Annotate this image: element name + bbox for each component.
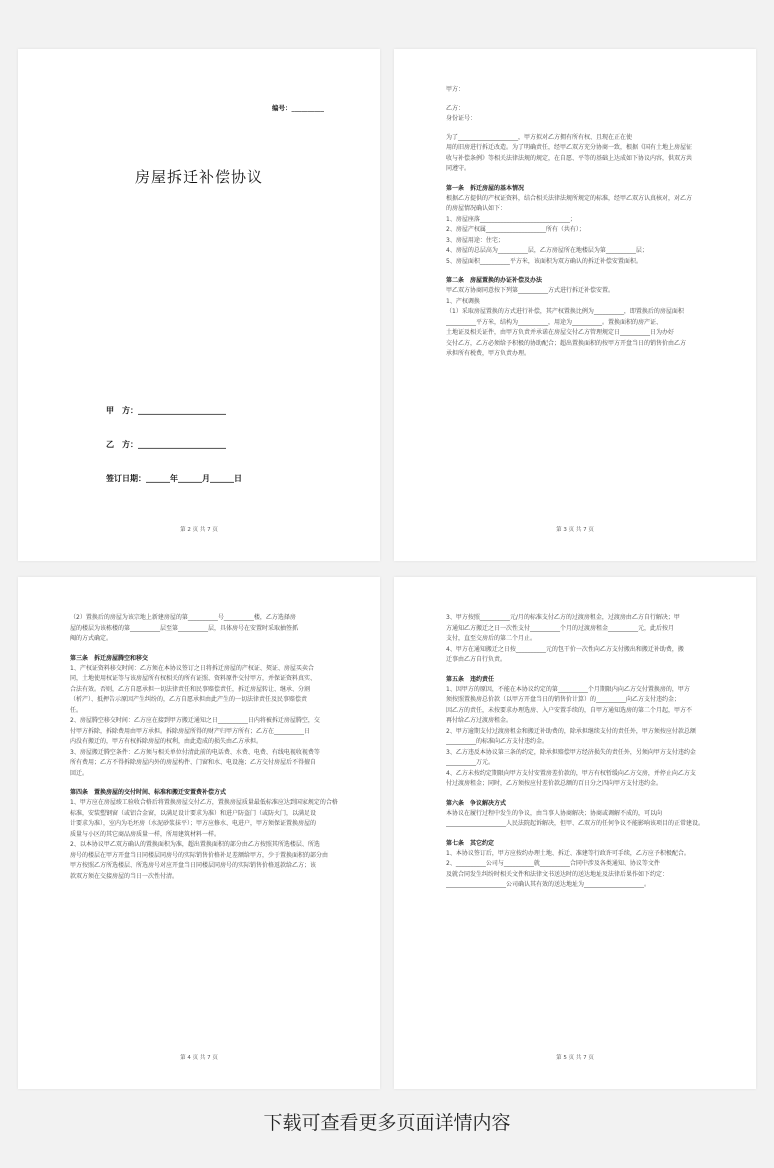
- text-line: 的房屋情况确认如下：: [446, 205, 507, 212]
- page-footer: 第 2 页 共 7 页: [180, 527, 218, 533]
- section-heading: 第六条 争议解决方式: [446, 799, 507, 807]
- text-line: 屋的楼层为该栋楼的第__________层至第__________层，具体房号在安置时采取抽签抓: [70, 624, 299, 632]
- text-line: 方通知乙方搬迁之日一次性支付__________个月的过渡房租金__________元，此后按月: [446, 624, 675, 632]
- text-line: 本协议在履行过程中发生的争议，由当事人协商解决；协商或调解不成的，可以向: [446, 809, 663, 817]
- paragraph-gap: [446, 267, 716, 275]
- text-line: 付过渡房租金；同时，乙方须按应付差价款总额的百日分之四向甲方支付违约金。: [446, 780, 663, 787]
- text-line: 合法有效。否则，乙方自愿承担一切法律责任和民事赔偿责任，拆迁房屋转让、继承、分割: [70, 685, 311, 693]
- text-line: 计要求为准），室内为毛坯房（水泥砂浆抹平）；甲方应修水、电进户，甲方须保证置换房屋的: [70, 820, 317, 827]
- text-line: 回迁。: [70, 769, 89, 777]
- text-line: 支付，直至交房后的第二个月止。: [446, 635, 537, 642]
- text-line: 3、房屋用途：住宅；: [446, 236, 504, 244]
- text-line: 所有费用；乙方不得拆除房屋内外的房屋构件、门窗和水、电设施；乙方交付房屋后不得擅自: [70, 759, 317, 766]
- text-line: 内没有搬迁的，甲方有权拆除房屋的权利，由此造成的损失由乙方承担。: [70, 738, 263, 745]
- text-line: 标准，安装塑钢窗（或铝合金窗，以满足设计要求为准）和进户防盗门（或防火门，以满足设: [70, 809, 317, 817]
- text-line: 1、本协议签订后，甲方应按约办理土地、拆迁、准建等行政许可手续，乙方应予积极配合。: [446, 849, 690, 857]
- text-line: __________万元。: [446, 759, 495, 766]
- section-heading: 第二条 房屋置换的办证补偿及办法: [446, 277, 543, 284]
- paragraph-gap: [70, 779, 340, 787]
- paragraph-gap: [446, 96, 716, 104]
- text-line: 2、甲方逾期支付过渡房租金和搬迁补助费的，除承担继续支付的责任外，甲方须按应付款总额: [446, 727, 696, 735]
- text-line: 用的旧房进行拆迁改造。为了明确责任，经甲乙双方充分协商一致，根据《国有土地上房屋征: [446, 144, 693, 151]
- text-line: （析产）、抵押告示原因产生纠纷的，乙方自愿承担由此产生的一切法律责任及民事赔偿责: [70, 696, 308, 703]
- section-heading: 第四条 置换房屋的交付时间、标准和搬迁安置费补偿方式: [70, 789, 227, 796]
- text-line: 任。: [70, 706, 83, 714]
- text-line: 付甲方拆除，拆除费用由甲方承担。拆除房屋所得的财产归甲方所有；乙方在__________日: [70, 727, 311, 735]
- document-page-4: [18, 577, 380, 1089]
- text-line: 根据乙方提供的产权证资料，结合相关法律法规所规定的标准，经甲乙双方认真核对，对乙方: [446, 194, 693, 202]
- sign-date-field: 签订日期：______年______月______日: [106, 474, 242, 483]
- paragraph-gap: [446, 125, 716, 133]
- text-line: 2、__________公司与__________就__________合同中涉及各类通知、协议等文件: [446, 860, 660, 867]
- download-caption: 下载可查看更多页面详情内容: [263, 1112, 511, 1134]
- page-body: [446, 85, 716, 360]
- text-line: 2、房屋腾空移交时间：乙方应在接到甲方搬迁通知之日__________日内将被拆迁房屋腾空，交: [70, 717, 320, 724]
- party-a-field: 甲 方：______________________: [106, 406, 226, 415]
- text-line: __________平方米，结构为__________，用途为__________。置换面积的房产证、: [446, 318, 663, 326]
- text-line: 4、乙方未按约定期限向甲方支付安置房差价款的，甲方有权暂缓向乙方交房，并停止向乙方支: [446, 769, 696, 777]
- text-line: 同遵守。: [446, 165, 471, 172]
- text-line: 为了____________________，甲方拟对乙方拥有所有权、且现在正在使: [446, 133, 633, 141]
- text-line: 房号的楼层在甲方开盘当日同楼层同房号的实际销售价格补足差额给甲方，少于置换面积的部分由: [70, 851, 329, 859]
- text-line: 1、房屋座落______________________________；: [446, 215, 576, 223]
- section-heading: 第五条 违约责任: [446, 675, 495, 683]
- text-line: 1、产权证资料移交时间：乙方须在本协议签订之日将拆迁房屋的产权证、契证、房屋买卖合: [70, 664, 314, 672]
- paragraph-gap: [446, 666, 716, 674]
- text-line: __________的标准向乙方支付违约金。: [446, 738, 549, 745]
- text-line: 5、房屋面积__________平方米，该面积为双方确认的拆迁补偿安置面积。: [446, 257, 642, 265]
- text-line: 甲乙双方协商同意按下列第__________方式进行拆迁补偿安置。: [446, 287, 615, 294]
- paragraph-gap: [446, 790, 716, 798]
- text-line: 1、产权调换: [446, 297, 480, 305]
- page-body: [446, 613, 716, 891]
- text-line: 乙方：: [446, 104, 465, 112]
- section-heading: 第一条 拆迁房屋的基本情况: [446, 184, 525, 192]
- paragraph-gap: [446, 830, 716, 838]
- text-line: 土地证及相关证件，由甲方负责并承诺在房屋交付乙方管理规定日__________日为办好: [446, 329, 675, 336]
- page-footer: 第 3 页 共 7 页: [556, 527, 594, 533]
- text-line: 4、房屋的总层高为__________层，乙方房屋所在地楼层为第__________层；: [446, 247, 648, 254]
- text-line: （2）置换后的房屋为该宗地上新建房屋的第__________号__________楼，乙方选择房: [70, 614, 296, 621]
- text-line: 2、以本协议甲乙双方确认的置换面积为准，超出置换面积的部分由乙方按照其所选楼层、所选: [70, 841, 320, 848]
- document-page-5: [394, 577, 756, 1089]
- text-line: （1）采取房屋置换的方式进行补偿，其产权置换比例为__________，即置换后的房屋面积: [446, 308, 684, 315]
- text-line: 及就合同发生纠纷时相关文件和法律文书送达时的送达地址及法律后果作如下约定：: [446, 870, 669, 878]
- text-line: 3、房屋搬迁腾空条件：乙方须与相关单位付清此前的电话费、水费、电费、有线电视收视费等: [70, 748, 320, 756]
- text-line: 交付乙方，乙方必须给予积极的协助配合；超出置换面积的按甲方开盘当日的销售价由乙方: [446, 339, 687, 347]
- text-line: 3、甲方按照__________元/月的标准支付乙方的过渡房租金，过渡房由乙方自行解决；甲: [446, 614, 680, 621]
- text-line: 因乙方的责任，未按要求办理选房、入户安置手续的，自甲方通知选房的第二个月起，甲方不: [446, 706, 693, 714]
- text-line: 1、因甲方的原因，不能在本协议约定的第__________个月期限内向乙方交付置换房的，甲方: [446, 685, 690, 693]
- party-b-field: 乙 方：______________________: [106, 440, 226, 449]
- page-footer: 第 5 页 共 7 页: [556, 1055, 594, 1061]
- section-heading: 第三条 拆迁房屋腾空和移交: [70, 654, 149, 662]
- text-line: 再付给乙方过渡房租金。: [446, 717, 513, 724]
- agreement-title: 房屋拆迁补偿协议: [134, 168, 263, 186]
- text-line: 身份证号：: [446, 115, 477, 122]
- text-line: 迁事由乙方自行负责。: [446, 656, 507, 663]
- text-line: 须按照置换房总价款（以甲方开盘当日的销售价计算）的__________向乙方支付违约金；: [446, 696, 681, 703]
- page-body: [70, 613, 340, 882]
- text-line: 收与补偿条例》等相关法律法规的规定，在自愿、平等的基础上达成如下协议内容，供双方共: [446, 154, 693, 162]
- text-line: 同，土地使用权证等与该房屋所有权相关的所有证照、资料原件交付甲方，并保证资料真实、: [70, 675, 317, 682]
- text-line: 款双方须在交接房屋的当日一次性付清。: [70, 872, 179, 880]
- paragraph-gap: [70, 645, 340, 653]
- text-line: 3、乙方违反本协议第三条的约定，除承担赔偿甲方经济损失的责任外，另须向甲方支付违约金: [446, 748, 696, 756]
- document-page-3: [394, 49, 756, 561]
- text-line: 阄的方式确定。: [70, 635, 113, 642]
- text-line: 甲方：: [446, 86, 465, 93]
- text-line: 2、房屋产权属____________________所有（共有）；: [446, 226, 585, 233]
- text-line: 承担所有税费，甲方负责办理。: [446, 350, 531, 357]
- document-page-cover: [18, 49, 380, 561]
- text-line: 4、甲方在通知搬迁之日按__________元的包干价一次性向乙方支付搬出和搬迁补助费，搬: [446, 645, 684, 653]
- text-line: 质量与小区的其它商品房质量一样，所用建筑材料一样。: [70, 830, 221, 838]
- text-line: 1、甲方应在房屋竣工验收合格后将置换房屋交付乙方，置换房屋质量最低标准应达到国家规定的合格: [70, 799, 338, 806]
- text-line: ____________________人民法院起诉解决，但甲、乙双方的任何争议不能影响该项目的正常建设。: [446, 820, 705, 827]
- paragraph-gap: [446, 175, 716, 183]
- text-line: 甲方按照乙方所选楼层、所选房号对应开盘当日同楼层同房号的实际销售价格返款给乙方；该: [70, 862, 317, 869]
- text-line: ____________________公司确认其有效的送达地址为____________________。: [446, 881, 651, 888]
- section-heading: 第七条 其它约定: [446, 839, 495, 847]
- page-footer: 第 4 页 共 7 页: [180, 1055, 218, 1061]
- agreement-number: 编号：__________: [272, 104, 324, 112]
